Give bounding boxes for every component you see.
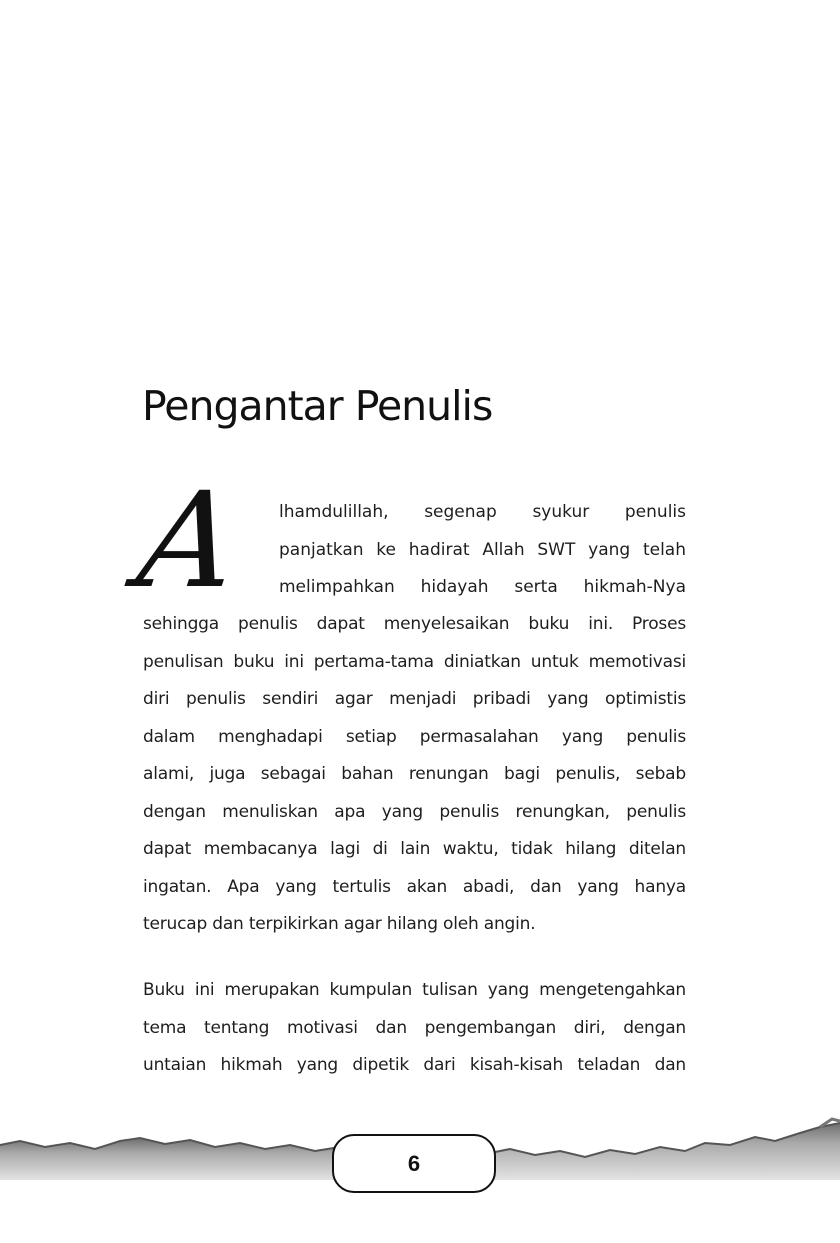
- chapter-title: Pengantar Penulis: [142, 382, 493, 430]
- text-line: alami, juga sebagai bahan renungan bagi penulis, sebab: [143, 764, 686, 784]
- page-number: 6: [332, 1134, 496, 1193]
- text-line: Buku ini merupakan kumpulan tulisan yang mengetengahkan: [143, 980, 686, 1000]
- text-line: dalam menghadapi setiap permasalahan yang penulis: [143, 726, 686, 747]
- lead-line-2: panjatkan ke hadirat Allah SWT yang telah: [279, 539, 686, 560]
- dropcap-lead-lines: [279, 494, 686, 607]
- text-line: ingatan. Apa yang tertulis akan abadi, dan yang hanya: [143, 876, 686, 897]
- dropcap-letter: A: [129, 464, 247, 618]
- text-line: untaian hikmah yang dipetik dari kisah-kisah teladan dan: [143, 1055, 686, 1075]
- text-line: diri penulis sendiri agar menjadi pribadi yang optimistis: [143, 689, 686, 709]
- text-line: tema tentang motivasi dan pengembangan diri, dengan: [143, 1017, 686, 1038]
- text-line: penulisan buku ini pertama-tama diniatkan untuk memotivasi: [143, 651, 686, 672]
- paragraph-2-body: [143, 972, 686, 1085]
- text-line: sehingga penulis dapat menyelesaikan buku ini. Proses: [143, 614, 686, 634]
- lead-line-3: melimpahkan hidayah serta hikmah-Nya: [279, 577, 686, 597]
- text-line: terucap dan terpikirkan agar hilang oleh angin.: [143, 914, 536, 934]
- lead-line-1: lhamdulillah, segenap syukur penulis: [279, 502, 686, 522]
- paragraph-1-body: [143, 606, 686, 944]
- text-line: dengan menuliskan apa yang penulis renungkan, penulis: [143, 801, 686, 822]
- text-line: dapat membacanya lagi di lain waktu, tidak hilang ditelan: [143, 839, 686, 859]
